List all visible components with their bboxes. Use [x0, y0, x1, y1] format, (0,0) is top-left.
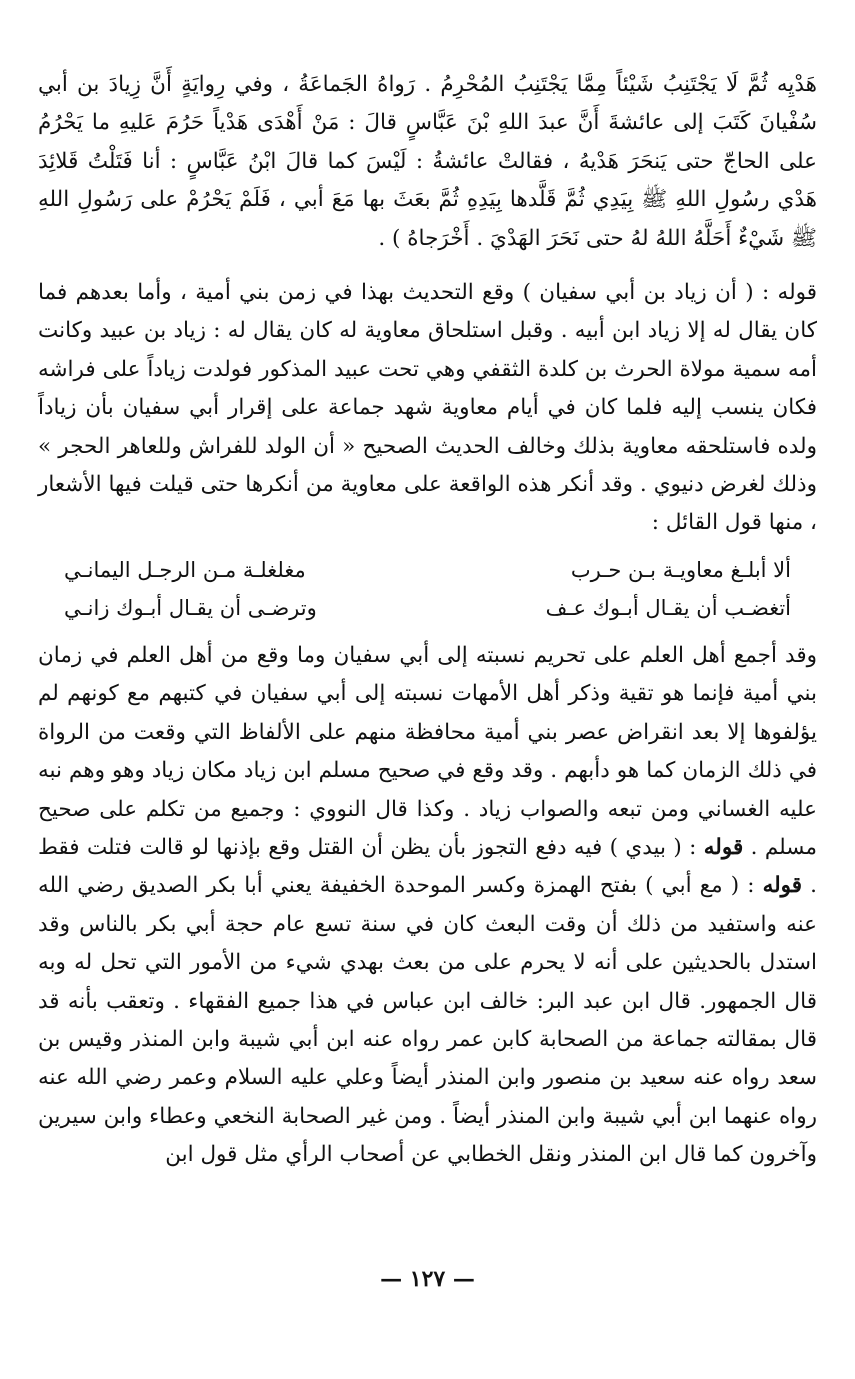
verse-1-second-hemistich: مغلغلـة مـن الرجـل اليمانـي [64, 557, 306, 582]
poem-verse-2 [38, 589, 817, 627]
verse-2-first-hemistich: أتغضـب أن يقـال أبـوك عـف [545, 595, 791, 620]
commentary-2-part-1: وقد أجمع أهل العلم على تحريم نسبته إلى أبي سفيان وما وقع من أهل العلم في زمان بني أمية فإنما هو تقية وذكر أهل الأمهات نسبته إلى أبي سفيان في كتبهم مع كونهم لم يؤلفوها إلا بعد انقراض عصر بني أمية محافظة منهم على الألفاظ التي وقعت من الرواة في ذلك الزمان كما هو دأبهم . وقد وقع في صحيح مسلم ابن زياد مكان زياد وهو وهم نبه عليه الغساني ومن تبعه والصواب زياد . وكذا قال النووي : وجميع من تكلم على صحيح مسلم . [38, 642, 817, 860]
verse-1-first-hemistich: ألا أبلـغ معاويـة بـن حـرب [570, 557, 791, 582]
poem-verse-1 [38, 551, 817, 589]
verse-2-second-hemistich: وترضـى أن يقـال أبـوك زانـي [64, 595, 317, 620]
qawluhu-label-1: قوله [703, 834, 744, 860]
commentary-2-part-3: : ( مع أبي ) بفتح الهمزة وكسر الموحدة الخفيفة يعني أبا بكر الصديق رضي الله عنه واستفيد من ذلك أن وقت البعث كان في سنة تسع عام حجة أبي بكر بالناس وقد استدل بالحديثين على أنه لا يحرم على من بعث بهدي شيء من الأمور التي تحل له وبه قال الجمهور. قال ابن عبد البر: خالف ابن عباس في هذا جميع الفقهاء . وتعقب بأنه قد قال بمقالته جماعة من الصحابة كابن عمر رواه عنه ابن أبي شيبة وابن المنذر وقيس بن سعد رواه عنه سعيد بن منصور وابن المنذر أيضاً وعلي عليه السلام وعمر رضي الله عنه رواه عنهما ابن أبي شيبة وابن المنذر أيضاً . ومن غير الصحابة النخعي وعطاء وابن سيرين وآخرون كما قال ابن المنذر ونقل الخطابي عن أصحاب الرأي مثل قول ابن [38, 873, 817, 1168]
commentary-paragraph-2 [38, 637, 817, 1175]
commentary-2-part-2: : ( بيدي ) فيه دفع التجوز بأن يظن أن القتل وقع بإذنها لو قالت فتلت فقط . [38, 834, 817, 899]
poem [38, 551, 817, 627]
hadith-text: هَدْيِه ثُمَّ لَا يَجْتَنِبُ شَيْئاً مِمَّا يَجْتَنِبُ المُحْرِمُ . رَواهُ الجَماعَةُ ، وفي رِوايَةٍ أَنَّ زِيادَ بن أبي سُفْيانَ كَتَبَ إلى عائشةَ أَنَّ عبدَ اللهِ بْنَ عَبَّاسٍ قالَ : مَنْ أَهْدَى هَدْياً حَرُمَ عَليهِ ما يَحْرُمُ على الحاجّ حتى يَنحَرَ هَدْيهُ ، فقالتْ عائشةُ : لَيْسَ كما قالَ ابْنُ عَبَّاسٍ : أنا فَتَلْتُ قَلائِدَ هَدْي رسُولِ اللهِ ﷺ بِيَدِي ثُمَّ قَلَّدها بِيَدِهِ ثُمَّ بعَثَ بها مَعَ أبي ، فَلَمْ يَحْرُمْ على رَسُولِ اللهِ ﷺ شَيْءٌ أَحَلَّهُ اللهُ لهُ حتى نَحَرَ الهَدْيَ . أَخْرَجاهُ ) . [38, 72, 817, 251]
qawluhu-label-2: قوله [762, 873, 803, 899]
commentary-paragraph-1: قوله : ( أن زياد بن أبي سفيان ) وقع التحديث بهذا في زمن بني أمية ، وأما بعدهم فما كان يقال له إلا زياد ابن أبيه . وقبل استلحاق معاوية له كان يقال له : زياد بن عبيد وكانت أمه سمية مولاة الحرث بن كلدة الثقفي وهي تحت عبيد المذكور فولدت زياداً على فراشه فكان ينسب إليه فلما كان في أيام معاوية شهد جماعة على إقرار أبي سفيان بأن زياداً ولده فاستلحقه معاوية بذلك وخالف الحديث الصحيح « أن الولد للفراش وللعاهر الحجر » وذلك لغرض دنيوي . وقد أنكر هذه الواقعة على معاوية من أنكرها حتى قيلت فيها الأشعار ، منها قول القائل : [38, 280, 817, 536]
page-number: — ١٢٧ — [380, 1266, 475, 1292]
